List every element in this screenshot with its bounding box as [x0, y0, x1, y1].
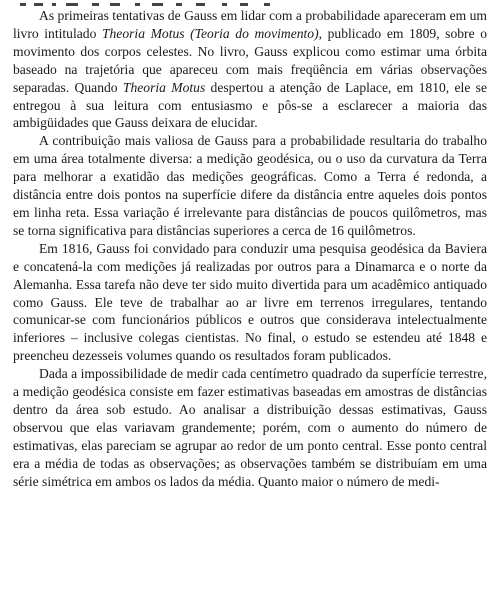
- italic-title-text: Theoria Motus: [122, 79, 206, 95]
- italic-title-text: Theoria Motus (Teoria do movimento): [101, 25, 319, 41]
- cropped-glyph-fragments: [0, 0, 500, 7]
- text-run: Dada a impossibilidade de medir cada centímetro quadrado da superfície terrestre, a medição geodésica consiste em fazer estimativas baseadas em amostras de distâncias dentro da área sob estudo. Ao analisar a distribuição dessas estimativas, Gauss observou que elas variavam grandemente; porém, com o aumento do número de estimativas, elas pareciam se agrupar ao redor de um ponto central. Esse ponto central era a média de todas as observações; as observações também se distribuíam em uma série simétrica em ambos os lados da média. Quanto maior o número de medi-: [13, 366, 487, 489]
- text-run: A contribuição mais valiosa de Gauss para a probabilidade resultaria do trabalho em uma área totalmente diversa: a medição geodésica, ou o uso da curvatura da Terra para melhorar a exatidão das medições geográficas. Como a Terra é redonda, a distância entre dois pontos na superfície difere da distância entre aqueles dois pontos em linha reta. Essa variação é irrelevante para distâncias de poucos quilômetros, mas se torna significativa para distâncias superiores a cerca de 16 quilômetros.: [13, 133, 487, 238]
- paragraph: [13, 7, 487, 132]
- paragraph: [13, 240, 487, 365]
- body-text: [13, 7, 487, 490]
- text-run: As primeiras tentativas de Gauss em lidar com a probabilidade apareceram em um livro intitulado: [13, 8, 487, 41]
- text-run: despertou a atenção de Laplace, em 1810, ele se entregou à sua leitura com entusiasmo e pôs-se a esclarecer a maioria das ambigüidades que Gauss deixara de elucidar.: [13, 79, 487, 131]
- text-run: Em 1816, Gauss foi convidado para conduzir uma pesquisa geodésica da Baviera e concatená-la com medições já realizadas por outros para a Dinamarca e o norte da Alemanha. Essa tarefa não deve ter sido muito divertida para um acadêmico antiquado como Gauss. Ele teve de trabalhar ao ar livre em terrenos irregulares, tentando comunicar-se com funcionários públicos e outros que considerava intelectualmente inferiores – inclusive colegas cientistas. No final, o estudo se estendeu até 1848 e preencheu dezesseis volumes quando os resultados foram publicados.: [13, 240, 487, 364]
- paragraph: [13, 365, 487, 490]
- paragraph: [13, 132, 487, 239]
- text-run: , publicado em 1809, sobre o movimento dos corpos celestes. No livro, Gauss explicou como estimar uma órbita baseado na trajetória que apareceu com mais freqüência em várias observações separadas. Quando: [13, 25, 488, 95]
